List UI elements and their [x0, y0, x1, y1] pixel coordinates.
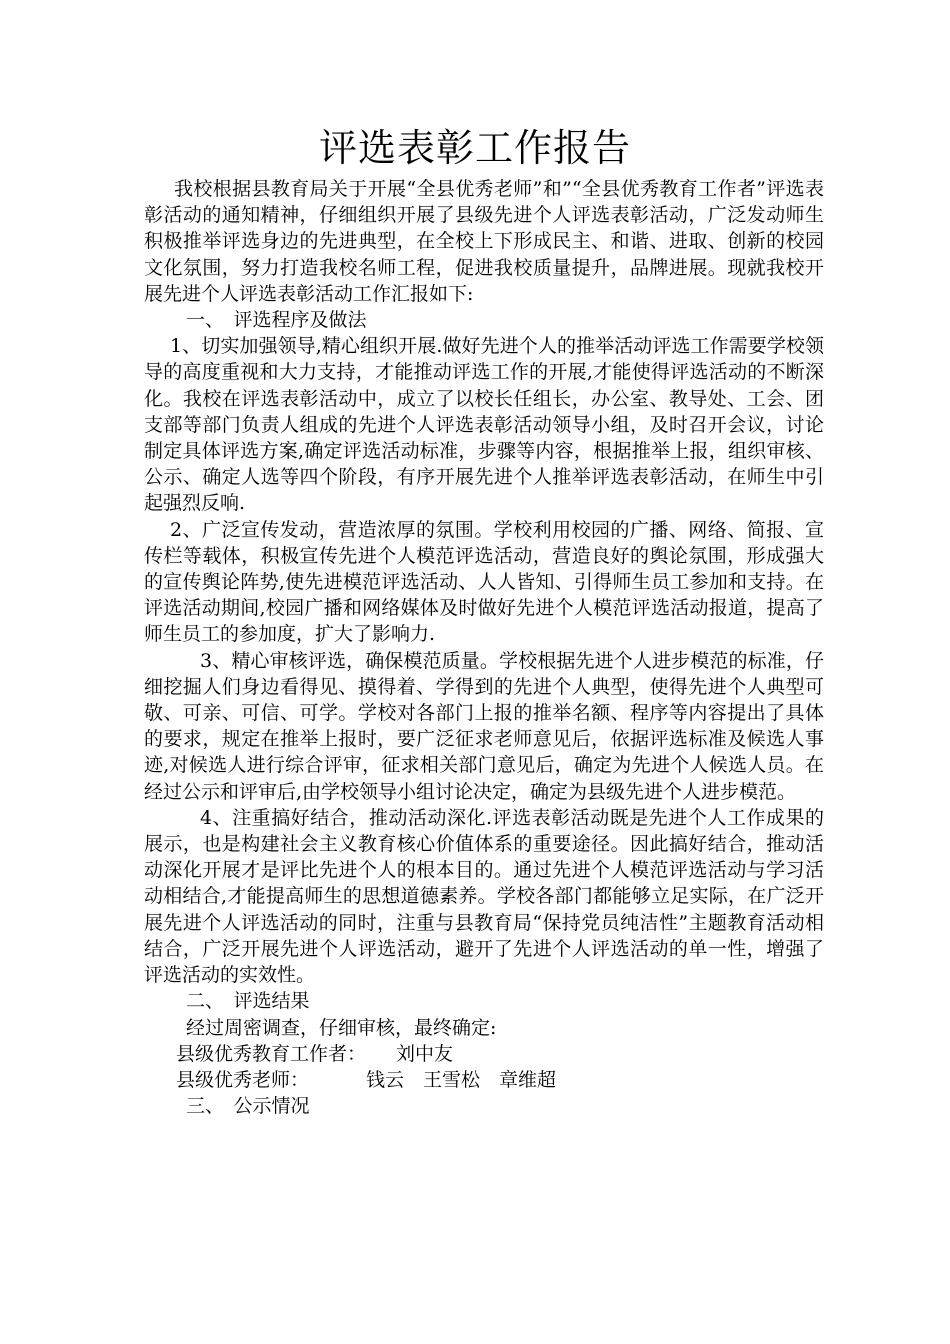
document-title: 评选表彰工作报告 [318, 126, 631, 170]
section-heading-procedure: 一、 评选程序及做法 [186, 309, 367, 332]
award-teacher-row [144, 1067, 824, 1093]
intro-paragraph: 我校根据县教育局关于开展“全县优秀老师”和”“全县优秀教育工作者”评选表彰活动的通知精神，仔细组织开展了县级先进个人评选表彰活动，广泛发动师生积极推举评选身边的先进典型，在全校上下形成民主、和谐、进取、创新的校园文化氛围，努力打造我校名师工程，促进我校质量提升，品牌进展。现就我校开展先进个人评选表彰活动工作汇报如下: [144, 178, 824, 305]
award-educator-row [144, 1041, 824, 1067]
section-heading-results: 二、 评选结果 [186, 990, 310, 1013]
item-2-paragraph: 2、广泛宣传发动，营造浓厚的氛围。学校利用校园的广播、网络、简报、宣传栏等载体，积极宣传先进个人模范评选活动，营造良好的舆论氛围，形成强大的宣传舆论阵势,使先进模范评选活动、人人皆知、引得师生员工参加和支持。在评选活动期间,校园广播和网络媒体及时做好先进个人模范评选活动报道，提高了师生员工的参加度，扩大了影响力. [144, 518, 824, 646]
document-body [144, 176, 824, 1119]
award-educator-names: 刘中友 [396, 1042, 454, 1065]
result-intro: 经过周密调查，仔细审核，最终确定: [186, 1016, 497, 1039]
item-4-paragraph: 4、注重搞好结合，推动活动深化.评选表彰活动既是先进个人工作成果的展示，也是构建社会主义教育核心价值体系的重要途径。因此搞好结合，推动活动深化开展才是评比先进个人的根本目的。通过先进个人模范评选活动与学习活动相结合,才能提高师生的思想道德素养。学校各部门都能够立足实际，在广泛开展先进个人评选活动的同时，注重与县教育局“保持党员纯洁性”主题教育活动相结合，广泛开展先进个人评选活动，避开了先进个人评选活动的单一性，增强了评选活动的实效性。 [144, 806, 824, 987]
award-educator-label: 县级优秀教育工作者： [176, 1042, 367, 1065]
item-3-paragraph: 3、精心审核评选，确保模范质量。学校根据先进个人进步模范的标准，仔细挖掘人们身边看得见、摸得着、学得到的先进个人典型，使得先进个人典型可敬、可亲、可信、可学。学校对各部门上报的推举名额、程序等内容提出了具体的要求，规定在推举上报时，要广泛征求老师意见后，依据评选标准及候选人事迹,对候选人进行综合评审，征求相关部门意见后，确定为先进个人候选人员。在经过公示和评审后,由学校领导小组讨论决定，确定为县级先进个人进步模范。 [144, 649, 824, 803]
section-heading-publicity: 三、 公示情况 [186, 1095, 310, 1118]
award-teacher-names: 钱云 王雪松 章维超 [366, 1068, 557, 1091]
item-1-paragraph: 1、切实加强领导,精心组织开展.做好先进个人的推举活动评选工作需要学校领导的高度重视和大力支持，才能推动评选工作的开展,才能使得评选活动的不断深化。我校在评选表彰活动中，成立了以校长任组长，办公室、教导处、工会、团支部等部门负责人组成的先进个人评选表彰活动领导小组，及时召开会议，讨论制定具体评选方案,确定评选活动标准，步骤等内容，根据推举上报，组织审核、公示、确定人选等四个阶段，有序开展先进个人推举评选表彰活动，在师生中引起强烈反响. [144, 335, 824, 515]
award-teacher-label: 县级优秀老师： [176, 1068, 310, 1091]
